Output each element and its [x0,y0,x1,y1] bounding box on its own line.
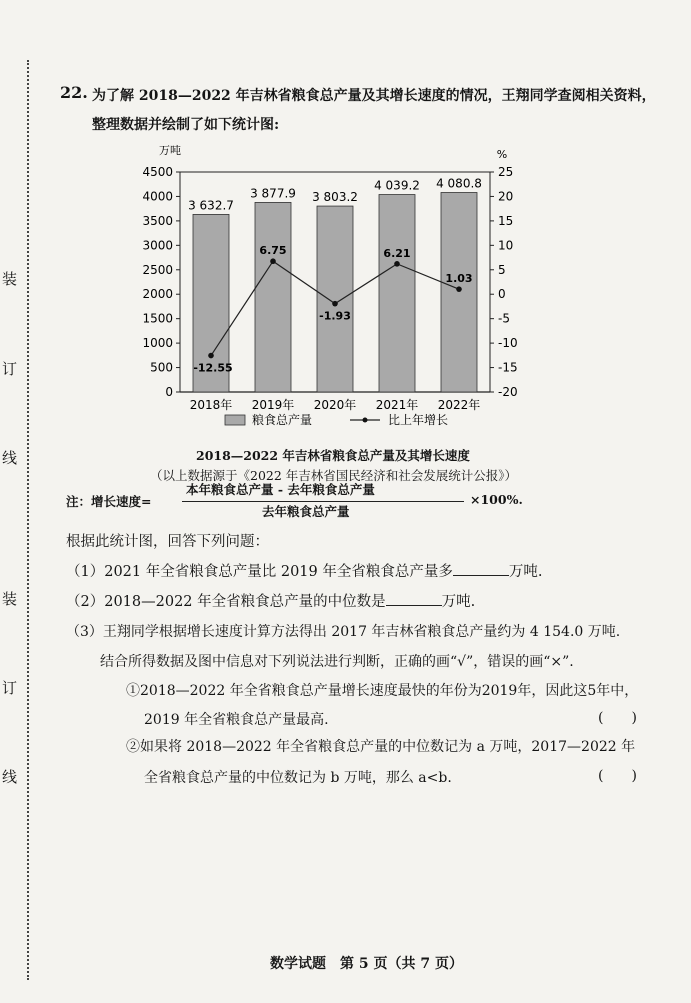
binding-char: 装 [2,590,18,608]
growth-point [270,258,276,264]
right-tick-label: 5 [498,262,506,277]
right-tick-label: -20 [498,385,518,399]
sub1-unit: 万吨. [508,564,543,580]
chart-title: 2018—2022 年吉林省粮食总产量及其增长速度 [196,448,470,463]
judgement-paren-2[interactable]: ( ) [598,768,637,784]
bar-value-label: 3 877.9 [250,186,296,201]
growth-value-label: -12.55 [193,361,233,375]
right-unit-label: % [496,148,508,161]
right-tick-label: -5 [498,311,510,326]
bar [317,206,353,392]
growth-point [456,286,462,292]
page-footer: 数学试题 第 5 页（共 7 页） [270,956,463,972]
legend-bar-label: 粮食总产量 [252,413,313,427]
growth-point [332,301,338,307]
answer-blank-1[interactable] [453,561,509,576]
sub3-item2-line2: 全省粮食总产量的中位数记为 b 万吨，那么 a<b. [144,770,452,786]
bar [255,202,291,392]
sub1-text: （1）2021 年全省粮食总产量比 2019 年全省粮食总产量多 [66,564,453,580]
question-intro-line1: 为了解 2018—2022 年吉林省粮食总产量及其增长速度的情况，王翔同学查阅相关资料， [92,88,656,104]
left-tick-label: 2000 [142,287,173,302]
formula-denominator: 去年粮食总产量 [262,504,350,519]
left-tick-label: 0 [165,385,173,399]
left-tick-label: 4500 [142,165,173,179]
growth-value-label: -1.93 [319,309,351,323]
left-tick-label: 3500 [142,213,173,228]
left-tick-label: 500 [150,360,173,375]
sub-question-1 [66,560,542,581]
binding-char: 线 [2,768,18,786]
x-category-label: 2019年 [251,398,295,412]
right-tick-label: 25 [498,165,514,179]
binding-char: 订 [2,360,18,378]
left-unit-label: 万吨 [159,144,181,157]
binding-char: 订 [2,679,18,697]
formula-suffix: ×100%. [470,492,523,507]
legend-line-marker [363,418,368,423]
legend-line-label: 比上年增长 [388,413,449,427]
x-category-label: 2021年 [375,398,419,412]
bar-value-label: 3 803.2 [312,190,358,205]
sub-question-2 [66,590,475,611]
binding-margin [0,0,46,1003]
sub3-item1-line1: ①2018—2022 年全省粮食总产量增长速度最快的年份为2019年，因此这5年中， [126,683,639,699]
sub3-item1-line2: 2019 年全省粮食总产量最高. [144,712,329,728]
question-intro-line2: 整理数据并绘制了如下统计图: [92,117,280,133]
sub3-line2: 结合所得数据及图中信息对下列说法进行判断，正确的画“√”，错误的画“×”. [100,654,574,670]
bar [441,192,477,392]
judgement-paren-1[interactable]: ( ) [598,710,637,726]
binding-char: 线 [2,449,18,467]
right-tick-label: 15 [498,213,514,228]
formula-label: 注：增长速度= [66,494,152,509]
statistics-chart [130,140,550,440]
binding-char: 装 [2,270,18,288]
growth-value-label: 6.21 [383,246,411,260]
left-tick-label: 1000 [142,336,173,351]
answer-blank-2[interactable] [386,591,442,606]
right-tick-label: 10 [498,238,514,253]
chart-source: （以上数据源于《2022 年吉林省国民经济和社会发展统计公报》） [150,468,518,483]
right-tick-label: 0 [498,287,506,302]
sub3-item2-line1: ②如果将 2018—2022 年全省粮食总产量的中位数记为 a 万吨，2017—2022 年 [126,739,636,755]
bar [379,195,415,392]
right-tick-label: -15 [498,360,518,375]
right-tick-label: 20 [498,189,514,204]
growth-value-label: 6.75 [259,244,287,258]
sub2-text: （2）2018—2022 年全省粮食总产量的中位数是 [66,594,386,610]
growth-point [208,353,214,359]
bar-value-label: 4 080.8 [436,176,482,191]
growth-value-label: 1.03 [445,272,473,286]
prompt: 根据此统计图，回答下列问题： [66,534,269,550]
binding-dotted-line [27,60,29,980]
right-tick-label: -10 [498,336,518,351]
left-tick-label: 3000 [142,238,173,253]
sub3-line1: （3）王翔同学根据增长速度计算方法得出 2017 年吉林省粮食总产量约为 4 154.0 万吨. [66,624,621,640]
x-category-label: 2018年 [189,398,233,412]
left-tick-label: 1500 [142,311,173,326]
question-number: 22. [60,83,88,102]
left-tick-label: 2500 [142,262,173,277]
x-category-label: 2022年 [437,398,481,412]
x-category-label: 2020年 [313,398,357,412]
legend-bar-swatch [225,415,245,425]
sub2-unit: 万吨. [441,594,476,610]
bar-value-label: 3 632.7 [188,198,234,213]
formula-numerator: 本年粮食总产量 - 去年粮食总产量 [186,482,375,497]
bar-value-label: 4 039.2 [374,178,420,193]
left-tick-label: 4000 [142,189,173,204]
growth-point [394,261,400,267]
